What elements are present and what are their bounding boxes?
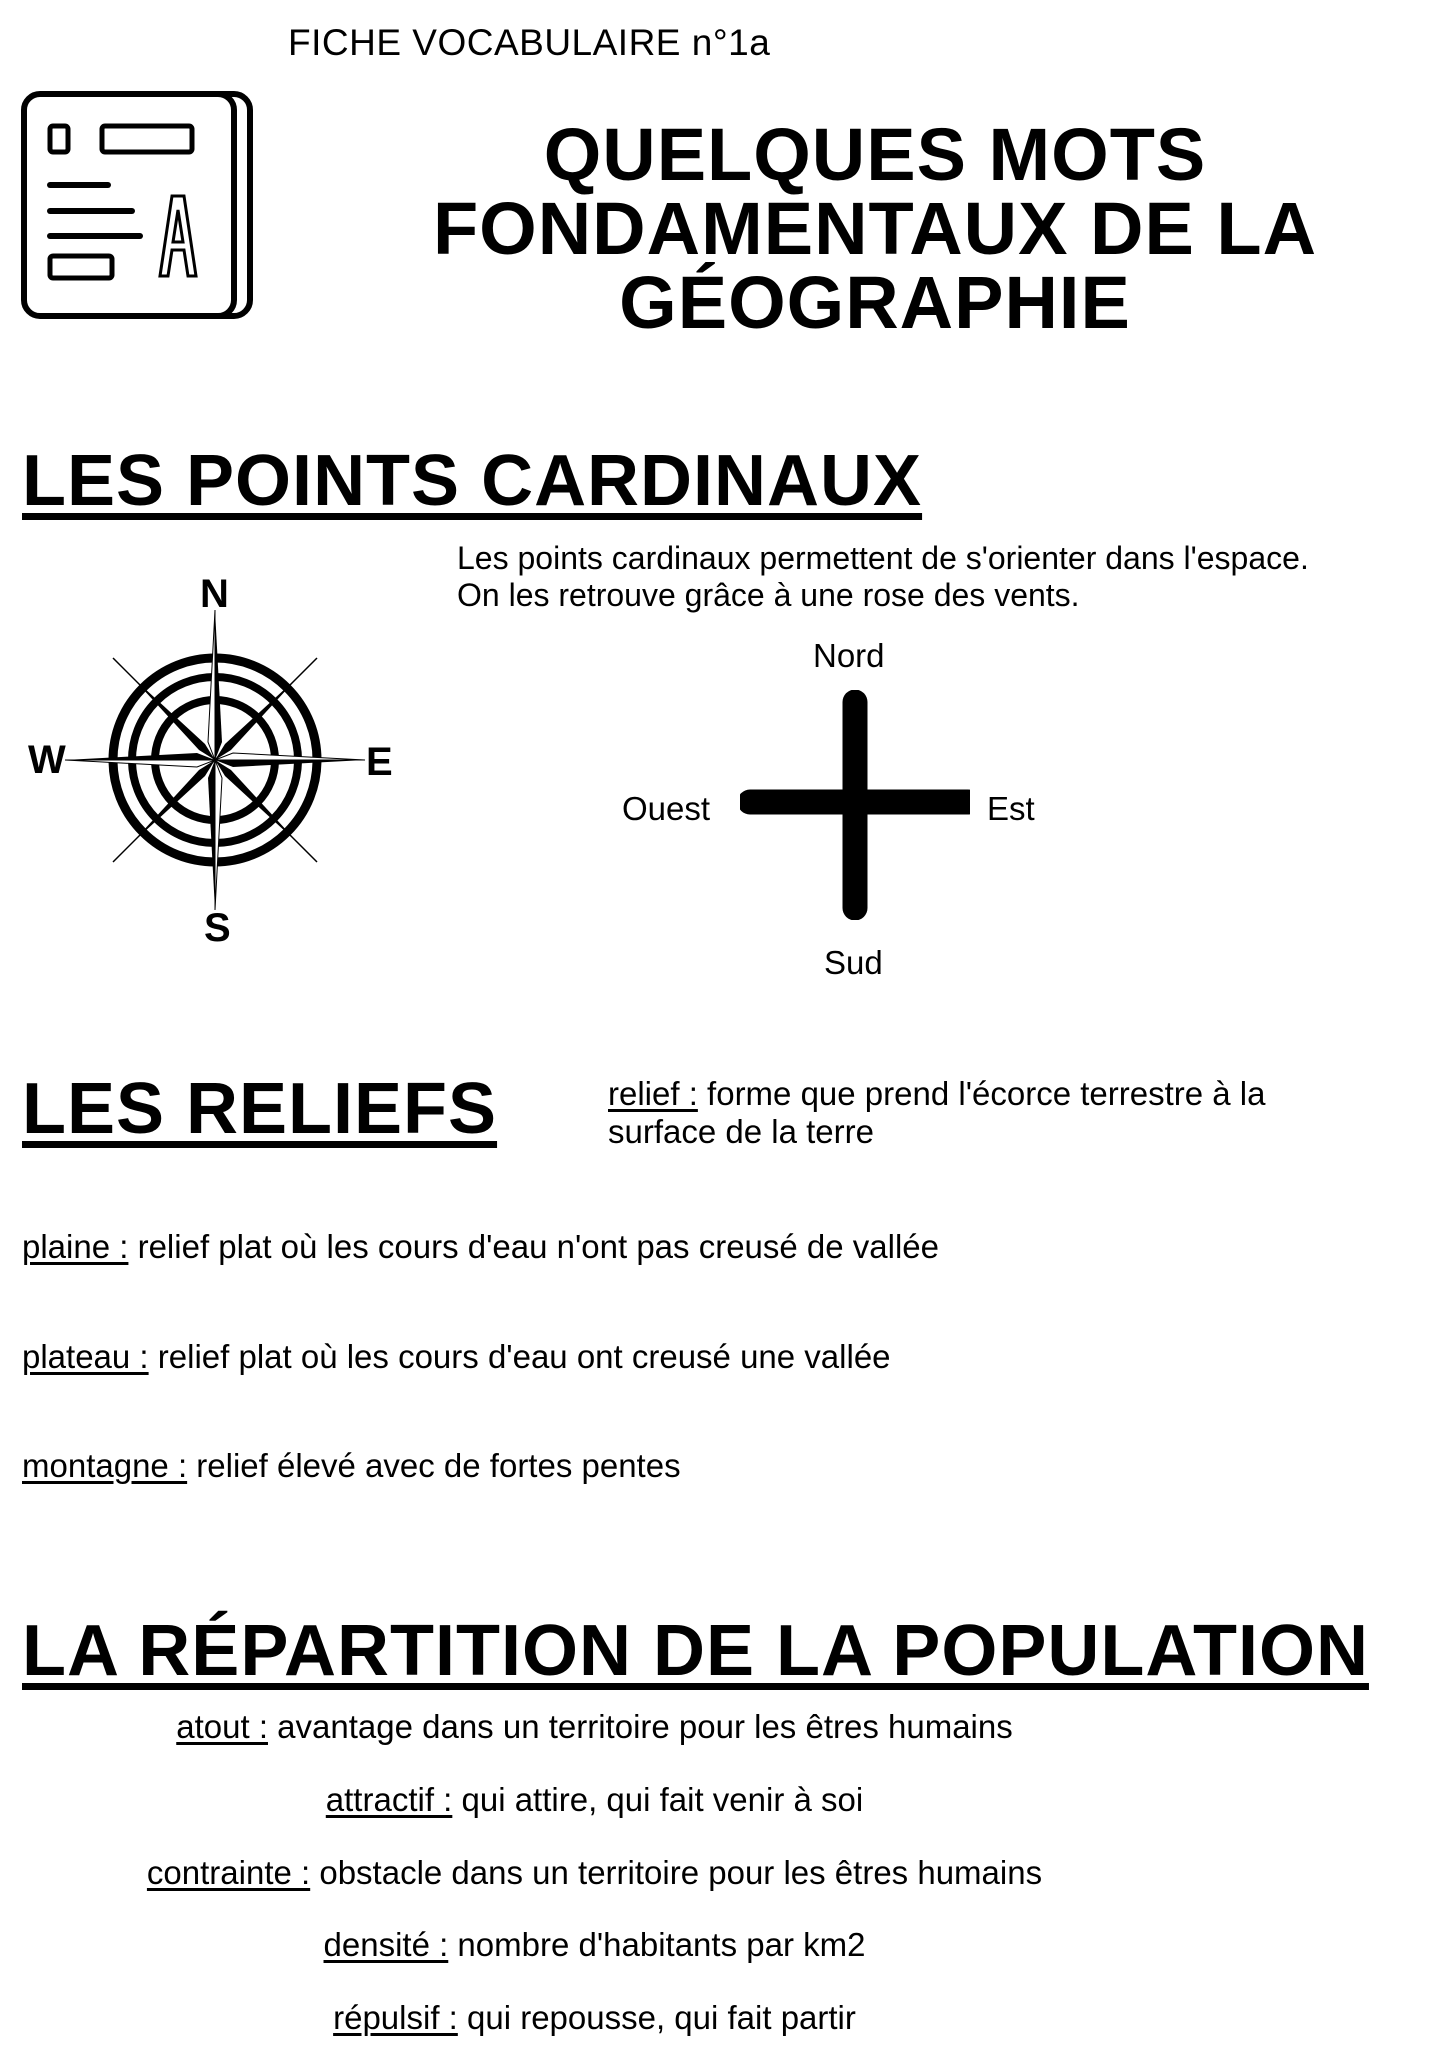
list-item <box>22 1228 939 1266</box>
list-item <box>0 1854 1449 1892</box>
term-repulsif: répulsif : <box>333 1999 458 2036</box>
intro-line-2: On les retrouve grâce à une rose des vents. <box>457 577 1080 613</box>
compass-rose-icon <box>20 570 400 950</box>
definition-repulsif: qui repousse, qui fait partir <box>457 1999 856 2036</box>
relief-definition <box>608 1075 1265 1151</box>
title-line-3: GÉOGRAPHIE <box>619 261 1131 344</box>
list-item <box>0 1708 1449 1746</box>
definition-atout: avantage dans un territoire pour les êtres humains <box>267 1708 1013 1745</box>
compass-label-w: W <box>28 738 66 782</box>
list-item <box>22 1338 891 1376</box>
section-heading-population: LA RÉPARTITION DE LA POPULATION <box>22 1611 1369 1691</box>
compass-label-e: E <box>366 740 393 784</box>
term-montagne: montagne : <box>22 1447 188 1484</box>
term-plateau: plateau : <box>22 1338 149 1375</box>
definition-contrainte: obstacle dans un territoire pour les êtres humains <box>310 1854 1043 1891</box>
term-densite: densité : <box>323 1926 449 1963</box>
list-item <box>0 1999 1449 2037</box>
intro-line-1: Les points cardinaux permettent de s'orienter dans l'espace. <box>457 540 1309 576</box>
cross-label-nord: Nord <box>813 637 885 674</box>
list-item <box>0 1926 1449 1964</box>
title-line-2: FONDAMENTAUX DE LA <box>432 187 1318 270</box>
term-atout: atout : <box>176 1708 268 1745</box>
list-item <box>0 1781 1449 1819</box>
definition-densite: nombre d'habitants par km2 <box>448 1926 866 1963</box>
list-item <box>22 1447 681 1485</box>
definition-plateau: relief plat où les cours d'eau ont creusé une vallée <box>148 1338 891 1375</box>
term-contrainte: contrainte : <box>146 1854 311 1891</box>
definition-montagne: relief élevé avec de fortes pentes <box>187 1447 681 1484</box>
document-vocabulary-icon <box>20 90 256 320</box>
cross-label-sud: Sud <box>824 944 883 981</box>
term-attractif: attractif : <box>325 1781 453 1818</box>
term-relief: relief : <box>608 1075 698 1112</box>
section-heading-reliefs: LES RELIEFS <box>22 1069 498 1149</box>
definition-attractif: qui attire, qui fait venir à soi <box>452 1781 864 1818</box>
term-plaine: plaine : <box>22 1228 129 1265</box>
definition-relief: forme que prend l'écorce terrestre à la <box>697 1075 1266 1112</box>
compass-label-s: S <box>204 906 231 950</box>
definition-relief-line-2: surface de la terre <box>608 1113 874 1150</box>
cardinal-cross-icon <box>740 690 970 920</box>
title-line-1: QUELQUES MOTS <box>543 113 1207 196</box>
points-cardinaux-intro <box>457 540 1309 614</box>
section-heading-points-cardinaux: LES POINTS CARDINAUX <box>22 441 923 521</box>
sheet-label: FICHE VOCABULAIRE n°1a <box>288 22 771 63</box>
cross-label-ouest: Ouest <box>622 790 711 827</box>
compass-label-n: N <box>200 572 229 616</box>
cross-label-est: Est <box>987 790 1035 827</box>
page-title <box>300 113 1449 344</box>
definition-plaine: relief plat où les cours d'eau n'ont pas creusé de vallée <box>128 1228 940 1265</box>
